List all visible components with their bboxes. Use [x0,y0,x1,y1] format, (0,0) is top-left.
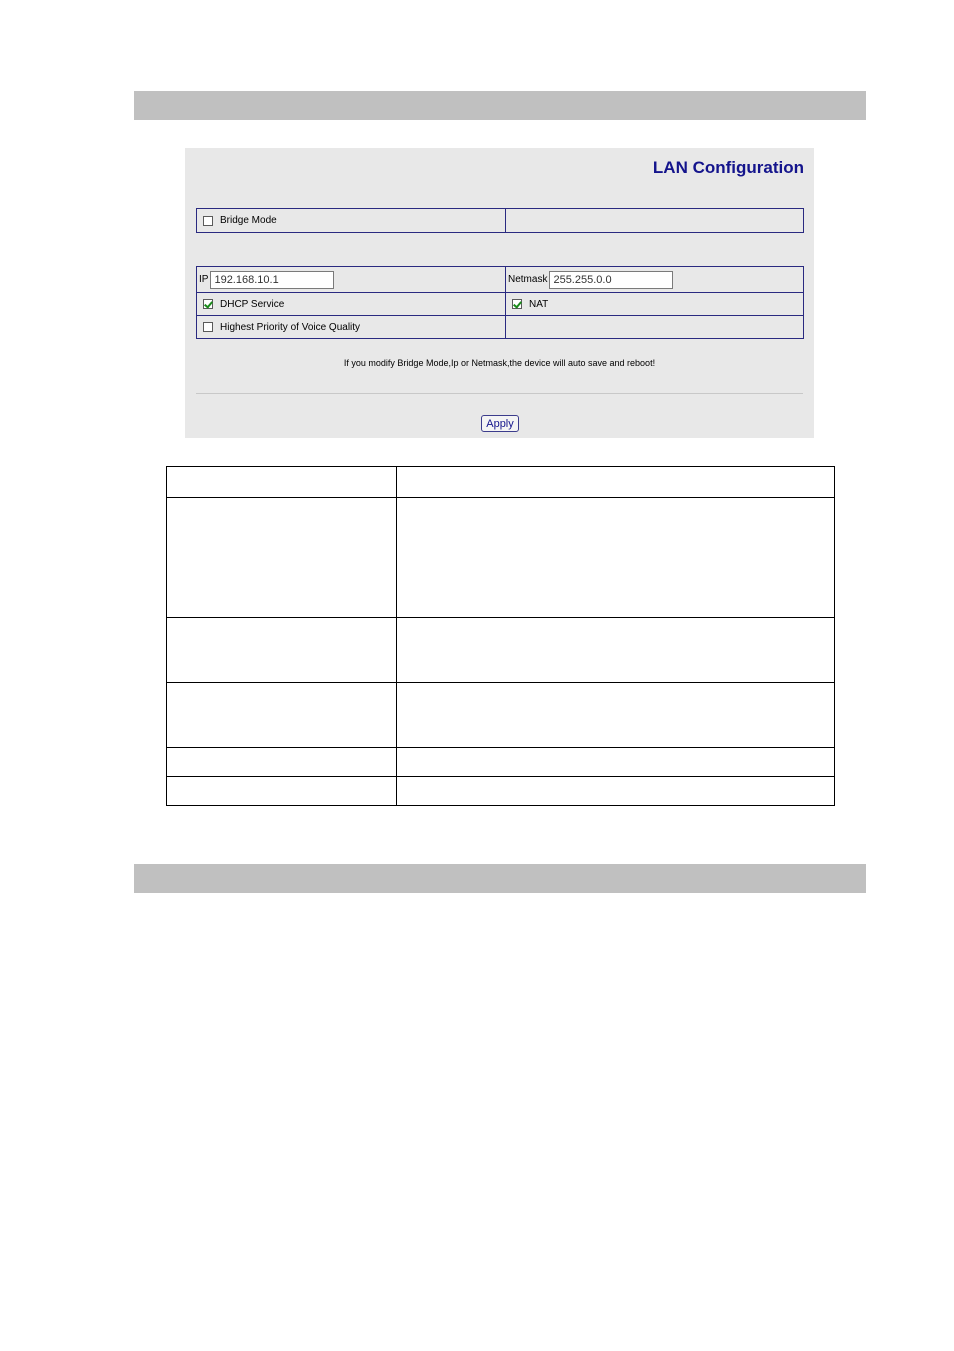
table-row [167,618,835,683]
bridge-mode-table [196,208,804,233]
table-cell [167,777,397,806]
ip-cell [197,267,506,292]
dhcp-nat-row [197,293,803,316]
section-header-bar [134,91,866,120]
bridge-mode-cell [197,209,506,232]
table-cell [397,467,835,498]
divider [196,393,803,394]
table-cell [397,748,835,777]
voice-quality-row [197,316,803,338]
dhcp-service-label: DHCP Service [220,298,285,310]
nat-label: NAT [529,298,549,310]
lan-configuration-panel [185,148,814,438]
table-row [167,498,835,618]
table-cell [167,467,397,498]
table-cell [167,498,397,618]
network-settings-table [196,266,804,339]
table-cell [167,618,397,683]
netmask-input[interactable] [549,271,673,289]
bridge-mode-row [197,209,803,232]
table-cell [397,618,835,683]
table-row [167,777,835,806]
empty-cell [506,316,803,338]
table-row [167,748,835,777]
voice-quality-cell [197,316,506,338]
ip-input[interactable] [210,271,334,289]
table-cell [397,498,835,618]
bridge-mode-checkbox[interactable] [203,216,213,226]
voice-quality-checkbox[interactable] [203,322,213,332]
reboot-note: If you modify Bridge Mode,Ip or Netmask,the device will auto save and reboot! [343,358,656,368]
voice-quality-label: Highest Priority of Voice Quality [220,321,361,333]
table-cell [167,748,397,777]
bridge-mode-label: Bridge Mode [220,215,277,226]
table-cell [397,683,835,748]
netmask-cell [506,267,803,292]
table-row [167,467,835,498]
table-cell [397,777,835,806]
apply-button[interactable]: Apply [481,415,519,432]
nat-cell [506,293,803,315]
empty-cell [506,209,803,232]
description-table [166,466,835,806]
table-cell [167,683,397,748]
nat-checkbox[interactable] [512,299,522,309]
dhcp-service-checkbox[interactable] [203,299,213,309]
ip-label: IP [199,274,209,285]
ip-netmask-row [197,267,803,293]
dhcp-cell [197,293,506,315]
netmask-label: Netmask [508,274,548,285]
page-title: LAN Configuration [652,158,804,177]
table-row [167,683,835,748]
section-header-bar [134,864,866,893]
